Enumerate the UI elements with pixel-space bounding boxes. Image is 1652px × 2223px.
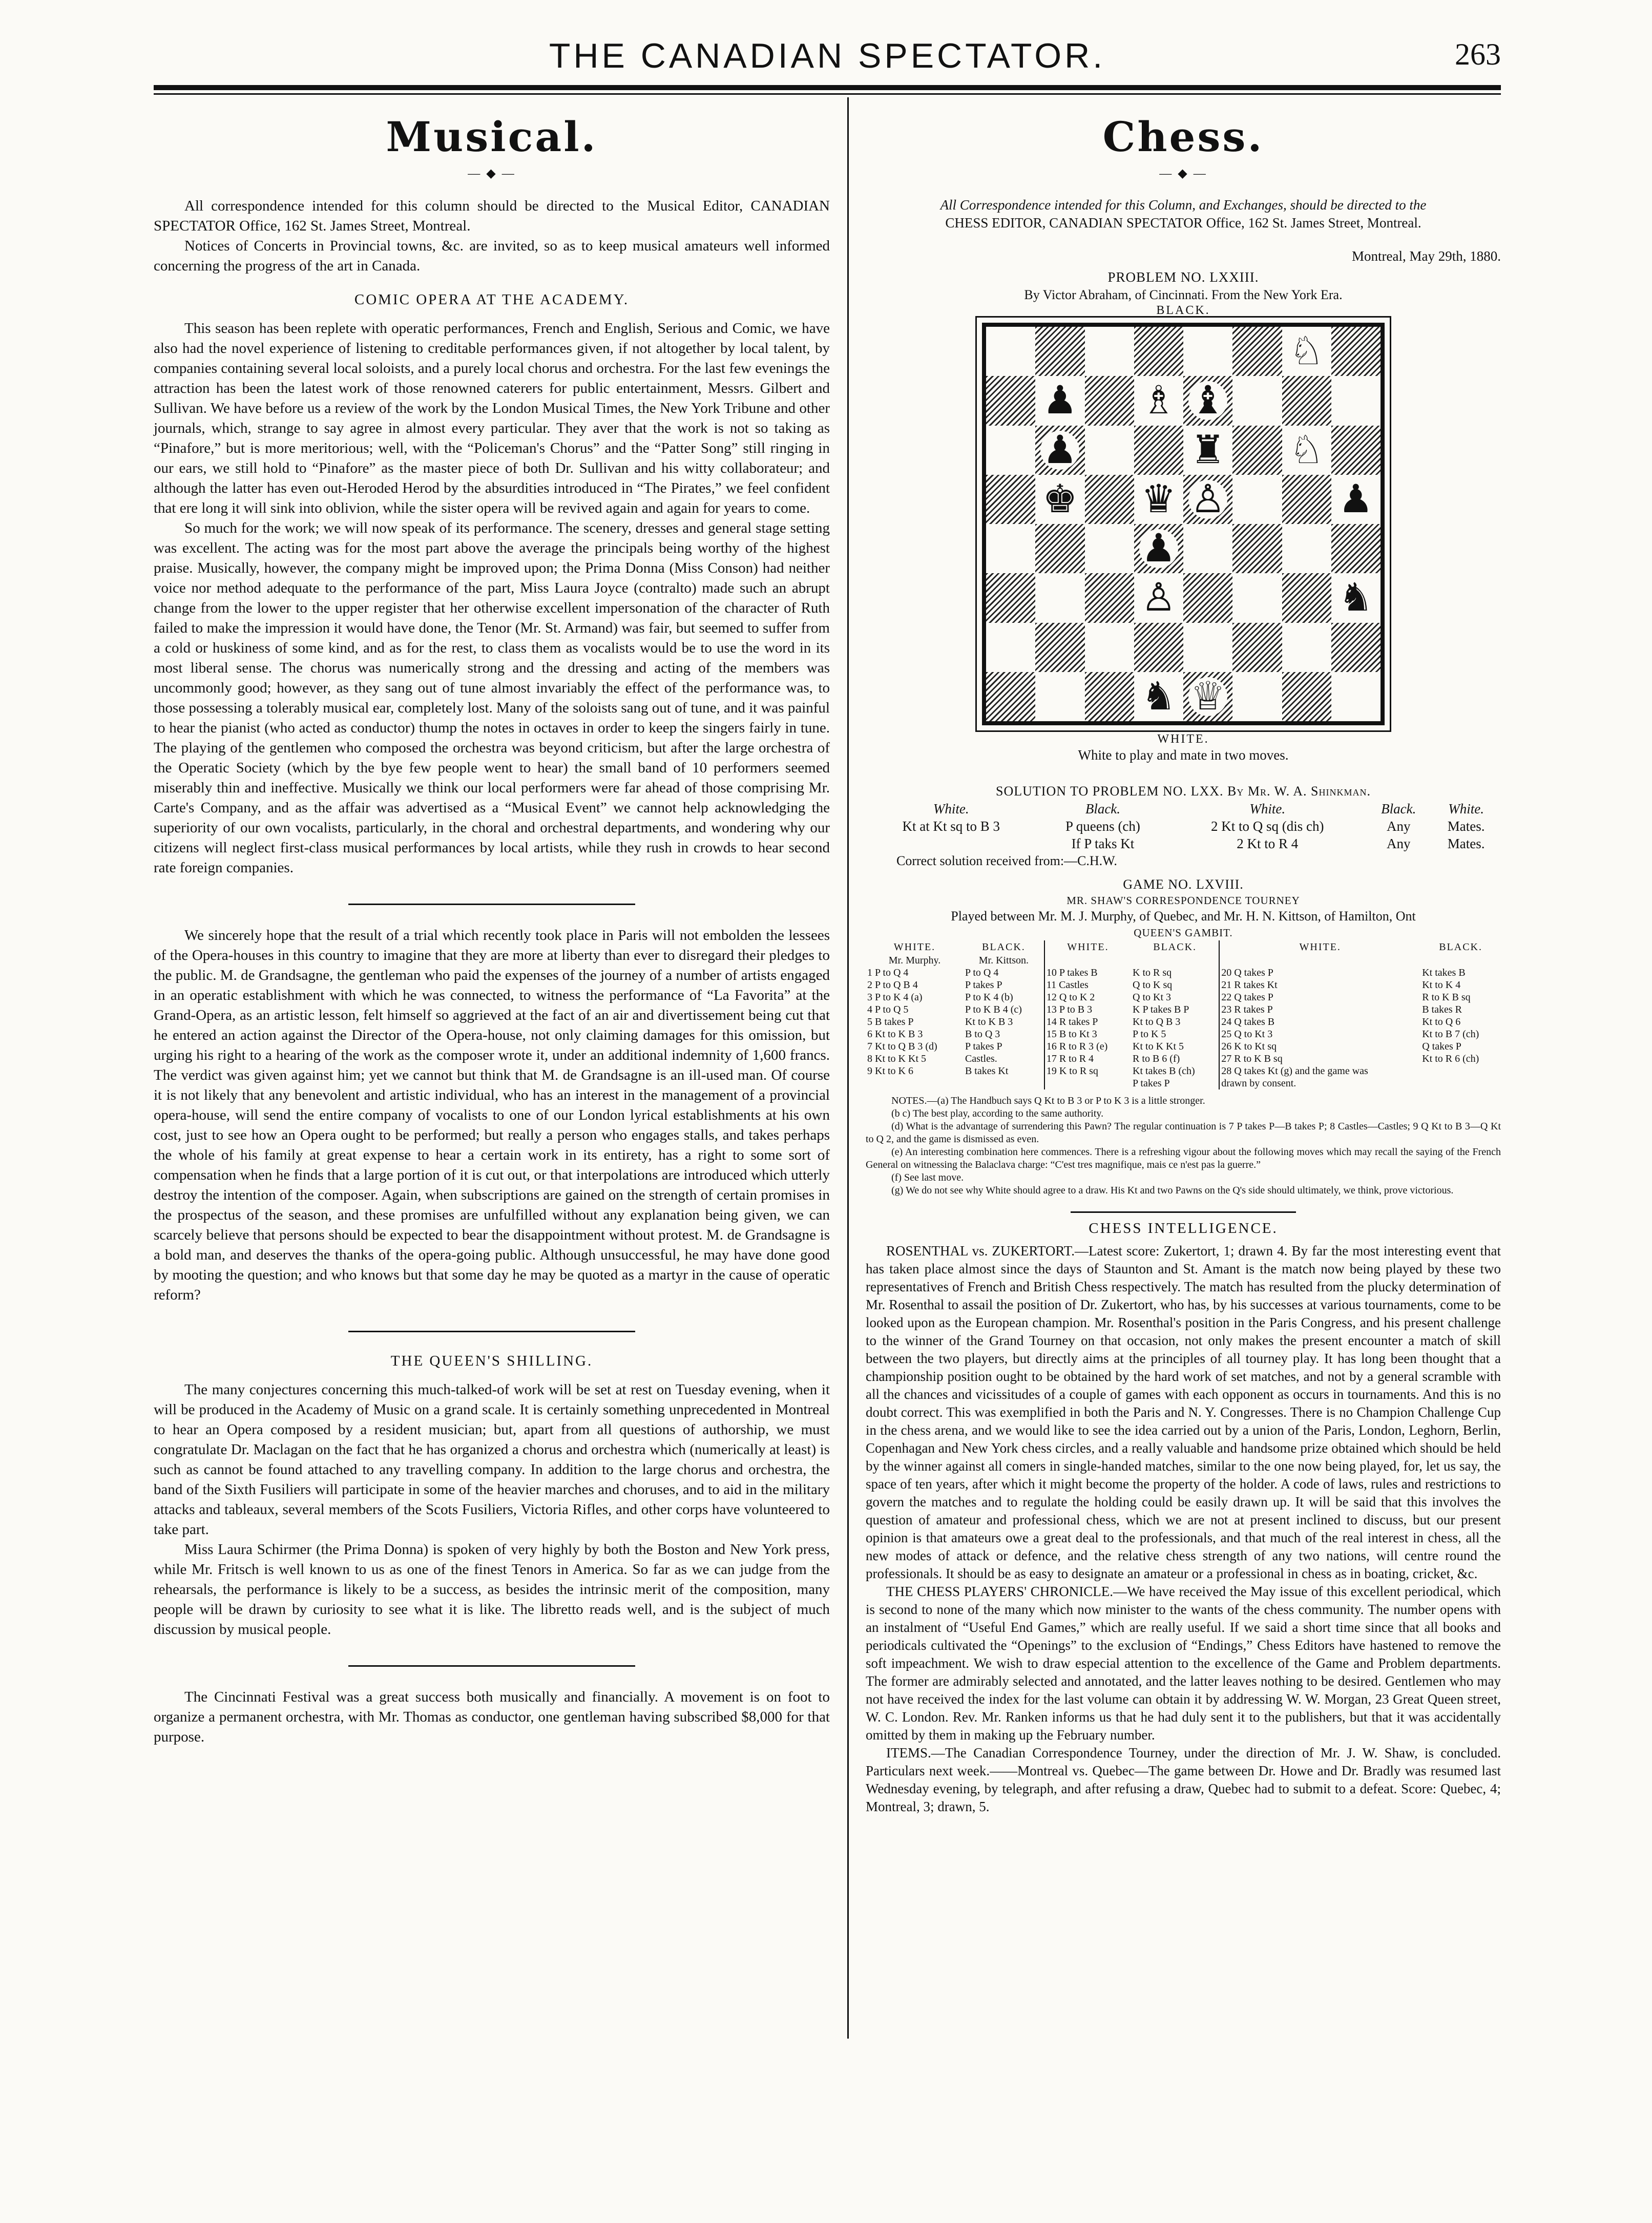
- game-move-cell: Kt to K Kt 5: [1133, 1041, 1184, 1052]
- game-column-header: WHITE.: [1219, 940, 1420, 954]
- header-rule: [154, 85, 1501, 90]
- chess-piece-icon: ♜: [1188, 431, 1227, 470]
- chess-intro-line1: All Correspondence intended for this Column, and Exchanges, should be directed to the: [940, 197, 1427, 213]
- paragraph: All correspondence intended for this column should be directed to the Musical Editor, CANADIAN SPECTATOR Office, 162 St. James Street, Montreal.: [154, 198, 830, 234]
- game-move-cell: 15 B to Kt 3: [1044, 1028, 1131, 1040]
- game-move-cell: 19 K to R sq: [1044, 1065, 1131, 1077]
- game-column-header: BLACK.: [1439, 941, 1482, 953]
- paragraph: Notices of Concerts in Provincial towns, &c. are invited, so as to keep musical amateurs well informed concerning the progress of the art in Canada.: [154, 238, 830, 274]
- problem-caption: White to play and mate in two moves.: [1078, 747, 1289, 763]
- game-move-row: [866, 1040, 1501, 1053]
- musical-intro: [154, 196, 830, 276]
- board-square: [1183, 672, 1232, 721]
- game-move-cell: 13 P to B 3: [1044, 1003, 1131, 1016]
- chess-piece-icon: ♞: [1336, 578, 1375, 617]
- game-players: Played between Mr. M. J. Murphy, of Quebec, and Mr. H. N. Kittson, of Hamilton, Ont: [951, 909, 1416, 924]
- chess-piece-icon: ♚: [1040, 480, 1079, 519]
- chess-intelligence-body: [866, 1242, 1501, 1816]
- game-move-cell: P to K 5: [1133, 1029, 1166, 1040]
- game-move-row: [866, 979, 1501, 991]
- board-square: [1085, 623, 1134, 672]
- game-score-table: [866, 940, 1501, 1089]
- game-move-cell: K P takes B P: [1133, 1004, 1189, 1015]
- board-square: [1282, 573, 1331, 622]
- grandsagne-article: [154, 926, 830, 1305]
- game-move-cell: 16 R to R 3 (e): [1044, 1040, 1131, 1053]
- solution-cell: [866, 835, 1037, 852]
- game-move-cell: P to Q 4: [965, 967, 999, 978]
- game-move-row: [866, 1016, 1501, 1028]
- board-square: [1232, 426, 1282, 475]
- musical-column: [154, 108, 830, 1747]
- board-square: [986, 475, 1035, 524]
- game-notes: [866, 1095, 1501, 1197]
- game-move-cell: 3 P to K 4 (a): [867, 992, 923, 1003]
- chess-piece-icon: ♞: [1139, 677, 1178, 716]
- game-move-cell: 28 Q takes Kt (g) and the game was: [1219, 1065, 1420, 1077]
- solution-table: [866, 800, 1501, 852]
- board-square: [1134, 672, 1183, 721]
- game-opening: QUEEN'S GAMBIT.: [1134, 927, 1233, 939]
- chess-piece-icon: ♘: [1287, 332, 1326, 371]
- board-square: [1232, 524, 1282, 573]
- game-move-cell: Q takes P: [1422, 1041, 1461, 1052]
- solution-cell: Any: [1387, 836, 1411, 851]
- board-square: [1282, 524, 1331, 573]
- game-move-cell: 23 R takes P: [1219, 1003, 1420, 1016]
- board-square: [986, 573, 1035, 622]
- solution-row: [866, 817, 1501, 835]
- section-rule: [348, 1331, 635, 1332]
- game-move-cell: P to K B 4 (c): [965, 1004, 1022, 1015]
- game-move-cell: [866, 1077, 964, 1089]
- game-move-cell: Kt to B 7 (ch): [1422, 1029, 1479, 1040]
- header-rule-thin: [154, 93, 1501, 95]
- paragraph: (e) An interesting combination here commences. There is a refreshing vigour about the following moves which may recall the saying of the French General on witnessing the Balaclava charge: “C'est tres magnifique, mais ce n'est pas la guerre.”: [866, 1146, 1501, 1170]
- board-square: [1134, 573, 1183, 622]
- solution-cell: Mates.: [1447, 819, 1485, 834]
- section-rule: [348, 1665, 635, 1667]
- board-square: [1134, 475, 1183, 524]
- heading-ornament: — ◆ —: [468, 167, 516, 180]
- board-square: [1134, 376, 1183, 425]
- board-square: [1183, 524, 1232, 573]
- board-square: [1232, 327, 1282, 376]
- chess-piece-icon: ♟: [1139, 529, 1178, 568]
- board-square: [986, 623, 1035, 672]
- board-square: [1183, 426, 1232, 475]
- game-move-cell: P takes P: [965, 1041, 1002, 1052]
- problem-byline: By Victor Abraham, of Cincinnati. From the New York Era.: [1024, 287, 1343, 302]
- column-divider: [847, 97, 849, 2039]
- game-column-header: BLACK.: [1153, 941, 1197, 953]
- chess-heading: Chess.: [1102, 113, 1264, 161]
- board-square: [1183, 327, 1232, 376]
- game-column-header: WHITE.: [893, 941, 936, 953]
- game-move-cell: [964, 1077, 1044, 1089]
- game-player-names: [866, 954, 1501, 967]
- chess-piece-icon: ♟: [1040, 431, 1079, 470]
- section-rule: [1071, 1211, 1296, 1213]
- game-move-row: [866, 1003, 1501, 1016]
- board-square: [1035, 426, 1084, 475]
- board-square: [1035, 623, 1084, 672]
- board-square: [1282, 327, 1331, 376]
- board-square: [1282, 426, 1331, 475]
- game-move-cell: P takes P: [1133, 1078, 1170, 1089]
- game-move-row: [866, 967, 1501, 979]
- solution-cell: Mates.: [1447, 836, 1485, 851]
- solution-column-header: White.: [1448, 801, 1484, 816]
- paragraph: So much for the work; we will now speak of its performance. The scenery, dresses and general stage setting was excellent. The acting was for the most part above the average the principals being worthy of the highest praise. Musically, however, the company might be improved upon; the Prima Donna (Miss Conson) had neither voice nor method adequate to the performance of the part, Miss Laura Joyce (contralto) made such an abrupt change from the lower to the upper register that her otherwise excellent impersonation of the character of Ruth failed to make the impression it would have done, the Tenor (Mr. St. Armand) was fair, but seemed to suffer from a cold or huskiness of some kind, and as for the rest, to class them as vocalists would be to use the word in its most liberal sense. The chorus was numerically strong and the dressing and acting of the members was uncommonly good; however, as they sang out of tune almost invariably the effect of the performance was, to those possessing a tolerably musical ear, completely lost. Many of the soloists sang out of tune, and it was painful to hear the pianist (who acted as conductor) thump the notes in octaves in order to keep the singers fairly in tune. The playing of the gentlemen who composed the orchestra was beyond criticism, but after the large orchestra of the Operatic Society (which by the bye few people went to hear) the small band of 10 performers seemed miserably thin and ineffective. Musically we think our local performers were far ahead of those comprising Mr. Carte's Company, and as the affair was advertised as a “Musical Event” we cannot help acknowledging the superiority of our own vocalists, particularly, in the choral and orchestral departments, and wondering why our citizens will neglect first-class musical performances by local artists, while they rush in crowds to hear second rate foreign companies.: [154, 520, 830, 876]
- game-move-cell: Kt to R 6 (ch): [1422, 1053, 1479, 1064]
- game-move-cell: 8 Kt to K Kt 5: [867, 1053, 926, 1064]
- board-square: [1331, 573, 1381, 622]
- board-square: [1085, 327, 1134, 376]
- game-move-row: [866, 1065, 1501, 1077]
- solution-cell: Kt at Kt sq to B 3: [902, 819, 1000, 834]
- game-move-cell: 2 P to Q B 4: [867, 979, 918, 991]
- board-square: [986, 376, 1035, 425]
- board-square: [1183, 376, 1232, 425]
- board-square: [1085, 524, 1134, 573]
- game-move-cell: K to R sq: [1133, 967, 1172, 978]
- game-move-cell: 20 Q takes P: [1219, 967, 1420, 979]
- board-square: [1331, 623, 1381, 672]
- problem-title: PROBLEM NO. LXXIII.: [1107, 269, 1259, 285]
- game-move-cell: R to K B sq: [1422, 992, 1471, 1003]
- game-move-cell: 12 Q to K 2: [1044, 991, 1131, 1003]
- chess-piece-icon: ♕: [1188, 677, 1227, 716]
- game-move-cell: Kt to Q B 3: [1133, 1016, 1181, 1027]
- solution-column-header: White.: [1249, 801, 1286, 816]
- board-square: [1085, 573, 1134, 622]
- game-move-cell: Q to Kt 3: [1133, 992, 1172, 1003]
- game-move-cell: Kt to K 4: [1422, 979, 1461, 991]
- paragraph: (g) We do not see why White should agree to a draw. His Kt and two Pawns on the Q's side should ultimately, we think, prove victorious.: [891, 1185, 1454, 1196]
- board-square: [1232, 672, 1282, 721]
- chess-board: [982, 323, 1385, 725]
- game-move-row: [866, 1053, 1501, 1065]
- game-move-row: [866, 991, 1501, 1003]
- board-square: [1331, 524, 1381, 573]
- board-square: [1183, 573, 1232, 622]
- paragraph: Miss Laura Schirmer (the Prima Donna) is spoken of very highly by both the Boston and New York press, while Mr. Fritsch is well known to us as one of the finest Tenors in America. So far as we can judge from the rehearsals, the performance is likely to be a success, as besides the intrinsic merit of the composition, many people will be drawn by curiosity to see what it is like. The libretto reads well, and is the subject of much discussion by musical people.: [154, 1541, 830, 1638]
- board-square: [1134, 524, 1183, 573]
- game-move-cell: 14 R takes P: [1044, 1016, 1131, 1028]
- board-square: [1035, 672, 1084, 721]
- game-move-row: [866, 1077, 1501, 1089]
- game-move-cell: [1420, 1065, 1501, 1077]
- game-move-cell: P to K 4 (b): [965, 992, 1013, 1003]
- black-label: BLACK.: [1156, 304, 1210, 317]
- game-move-cell: 21 R takes Kt: [1219, 979, 1420, 991]
- comic-opera-article: [154, 319, 830, 878]
- game-event: MR. SHAW'S CORRESPONDENCE TOURNEY: [1067, 894, 1300, 907]
- game-move-cell: [1044, 1077, 1131, 1089]
- board-square: [1085, 672, 1134, 721]
- chess-piece-icon: ♘: [1287, 431, 1326, 470]
- board-square: [986, 672, 1035, 721]
- game-move-cell: B to Q 3: [965, 1029, 1000, 1040]
- game-move-cell: 11 Castles: [1044, 979, 1131, 991]
- board-square: [1232, 623, 1282, 672]
- game-column-header: BLACK.: [981, 941, 1026, 953]
- chess-piece-icon: ♝: [1188, 381, 1227, 420]
- board-square: [1134, 623, 1183, 672]
- game-move-cell: [1420, 1077, 1501, 1089]
- game-move-cell: 26 K to Kt sq: [1219, 1040, 1420, 1053]
- paragraph: (d) What is the advantage of surrendering this Pawn? The regular continuation is 7 P takes P—B takes P; 8 Castles—Castles; 9 Q Kt to B 3—Q Kt to Q 2, and the game is dismissed as even.: [866, 1121, 1501, 1145]
- game-column-header: WHITE.: [1044, 940, 1131, 954]
- solution-received: Correct solution received from:—C.H.W.: [896, 853, 1117, 868]
- game-move-cell: P takes P: [965, 979, 1002, 991]
- game-move-cell: 9 Kt to K 6: [867, 1065, 913, 1077]
- game-move-cell: B takes Kt: [965, 1065, 1009, 1077]
- game-move-cell: Kt to Q 6: [1422, 1016, 1461, 1027]
- board-square: [1331, 475, 1381, 524]
- chess-piece-icon: ♗: [1139, 381, 1178, 420]
- heading-ornament: — ◆ —: [1159, 167, 1207, 180]
- game-move-cell: 17 R to R 4: [1044, 1053, 1131, 1065]
- page-number: 263: [1455, 37, 1501, 71]
- chess-piece-icon: ♟: [1336, 480, 1375, 519]
- paragraph: NOTES.—(a) The Handbuch says Q Kt to B 3 or P to K 3 is a little stronger.: [891, 1095, 1205, 1106]
- board-square: [1331, 376, 1381, 425]
- solution-title: SOLUTION TO PROBLEM NO. LXX. By Mr. W. A. Shinkman.: [996, 784, 1371, 799]
- board-square: [1232, 376, 1282, 425]
- cincinnati-article: [154, 1687, 830, 1747]
- board-square: [1085, 475, 1134, 524]
- player-name: Mr. Kittson.: [978, 955, 1029, 966]
- game-move-cell: R to B 6 (f): [1133, 1053, 1180, 1064]
- board-square: [1282, 475, 1331, 524]
- board-square: [1282, 623, 1331, 672]
- game-move-cell: 4 P to Q 5: [867, 1004, 909, 1015]
- solution-column-header: White.: [933, 801, 969, 816]
- board-square: [1035, 573, 1084, 622]
- section-title-comic-opera: COMIC OPERA AT THE ACADEMY.: [354, 291, 630, 308]
- game-move-cell: 5 B takes P: [867, 1016, 914, 1027]
- board-square: [1232, 573, 1282, 622]
- chess-column: [866, 108, 1501, 1816]
- game-move-cell: Kt to K B 3: [965, 1016, 1013, 1027]
- game-move-cell: Kt takes B: [1422, 967, 1466, 978]
- board-square: [1183, 475, 1232, 524]
- game-move-cell: B takes R: [1422, 1004, 1462, 1015]
- chess-piece-icon: ♛: [1139, 480, 1178, 519]
- paragraph: The Cincinnati Festival was a great success both musically and financially. A movement is on foot to organize a permanent orchestra, with Mr. Thomas as conductor, one gentleman having subscribed $8,000 for that purpose.: [154, 1689, 830, 1745]
- board-square: [1183, 623, 1232, 672]
- section-rule: [348, 904, 635, 905]
- game-move-cell: Castles.: [965, 1053, 997, 1064]
- solution-cell: 2 Kt to R 4: [1237, 836, 1299, 851]
- paragraph: We sincerely hope that the result of a trial which recently took place in Paris will not embolden the lessees of the Opera-houses in this country to imagine that they are more at liberty than ever to disregard their pledges to the public. M. de Grandsagne, the gentleman who paid the expenses of the journey of a number of artists engaged in an operatic establishment with which he was connected, to witness the performance of “La Favorita” at the Grand-Opera, as an artistic lesson, felt himself so aggrieved at the fact of an air and divertissement being cut that he entered an action against the Director of the Opera-house, not only claiming damages for this omission, but urging his right to a hearing of the work as the composer wrote it, under an additional indemnity of 1,600 francs. The verdict was given against him; yet we cannot but think that M. de Grandsagne is an ill-used man. Of course it is not likely that any benevolent and artistic individual, who has an interest in the management of a provincial opera-house, will send the entire company of vocalists to one of our London lyrical establishments at his own cost, just to see how an Opera ought to be performed; but really a person who engages stalls, and takes perhaps the whole of his family at great expense to hear a certain work in its entirety, has a right to some sort of compensation when he finds that a large portion of it is cut out, or that interpolations are introduced which utterly destroy the intention of the composer. Again, when subscriptions are gained on the strength of certain promises in the prospectus of the season, and these promises are unfulfilled without any explanation being given, we can scarcely believe that persons should be expected to bear the disappointment without protest. M. de Grandsagne is a bold man, and deserves the thanks of the opera-going public. Although unsuccessful, he may have done good by mooting the question; and who knows but that some day he may be quoted as a martyr in the cause of operatic reform?: [154, 927, 830, 1303]
- masthead: [154, 36, 1501, 82]
- solution-cell: P queens (ch): [1065, 819, 1140, 834]
- game-move-cell: 10 P takes B: [1044, 967, 1131, 979]
- paragraph: THE CHESS PLAYERS' CHRONICLE.—We have received the May issue of this excellent periodical, which is second to none of the many which now minister to the wants of the chess community. The number opens with an instalment of “Useful End Games,” which are really useful. If we said a short time since that all books and periodicals cultivated the “Openings” to the exclusion of “Endings,” Chess Editors have hastened to remove the soft impeachment. We wish to draw especial attention to the excellence of the Game and Problem departments. The former are admirably selected and annotated, and the latter leaves nothing to be desired. Gentlemen who may not have received the index for the last volume can obtain it by addressing W. W. Morgan, 23 Great Queen street, W. C. London. Rev. Mr. Ranken informs us that he had duly sent it to the publishers, but that it was accidentally omitted by them in making up the February number.: [866, 1584, 1501, 1743]
- solution-cell: 2 Kt to Q sq (dis ch): [1211, 819, 1324, 834]
- solution-column-header: Black.: [1381, 801, 1416, 816]
- chess-intelligence-title: CHESS INTELLIGENCE.: [1089, 1220, 1278, 1236]
- solution-cell: If P taks Kt: [1071, 836, 1135, 851]
- solution-cell: Any: [1387, 819, 1411, 834]
- musical-heading: Musical.: [386, 113, 598, 161]
- chess-piece-icon: ♟: [1040, 381, 1079, 420]
- chess-piece-icon: ♙: [1139, 578, 1178, 617]
- paragraph: ROSENTHAL vs. ZUKERTORT.—Latest score: Zukertort, 1; drawn 4. By far the most interesting event that has taken place almost since the days of Staunton and St. Amant is the match now being played by these two representatives of French and British Chess respectively. The match has resulted from the plucky determination of Mr. Rosenthal to assail the position of Dr. Zukertort, who has, by his successes at various tournaments, come to be looked upon as the European champion. Mr. Rosenthal's position in the Paris Congress, and his present challenge to the winner of the Grand Tourney on that occasion, not only makes the present encounter a match of skill between the two players, but directly aims at the principles of all tourney play. It has long been thought that a championship position ought to be obtained by the hard work of set matches, and not by a general scramble with all the chances and vicissitudes of a couple of games with each opponent as occurs in tournaments. And this is no doubt correct. This was exemplified in both the Paris and N. Y. Congresses. There is no Champion Challenge Cup in the chess arena, and we would like to see the idea carried out by a union of the Paris, London, Leghorn, Berlin, Copenhagan and New York chess circles, and a really valuable and handsome prize obtained which should be held by the winner against all comers in single-handed matches, similar to the one now being played, for, let us say, the space of ten years, after which it might become the property of the holder. A code of laws, rules and restrictions to govern the matches and to regulate the holding could be easily drawn up. It will be said that this involves the question of amateur and professional chess, which we are not at present inclined to discuss, but our present opinion is that amateurs owe a great deal to the professionals, and that much of the real interest in chess, all the new modes of attack or defence, and the relative chess strength of any two nations, will centre round the professionals. It should be as easy to designate an amateur or a professional in chess as in boating, cricket, &c.: [866, 1243, 1501, 1581]
- player-name: Mr. Murphy.: [888, 955, 941, 966]
- game-move-cell: 27 R to K B sq: [1219, 1053, 1420, 1065]
- game-move-row: [866, 1028, 1501, 1040]
- board-square: [1085, 426, 1134, 475]
- dateline: Montreal, May 29th, 1880.: [1352, 248, 1501, 264]
- paragraph: The many conjectures concerning this much-talked-of work will be set at rest on Tuesday evening, when it will be produced in the Academy of Music on a grand scale. It is certainly something unprecedented in Montreal to hear an Opera composed by a resident musician; but, apart from all questions of authorship, we must congratulate Dr. Maclagan on the fact that he has organized a chorus and orchestra which (numerically at least) is such as cannot be found attached to any travelling company. In addition to the large chorus and orchestra, the band of the Sixth Fusiliers will participate in some of the heavier marches and choruses, and to aid in the military attacks and tableaux, several members of the Scots Fusiliers, Victoria Rifles, and other corps have volunteered to take part.: [154, 1381, 830, 1538]
- section-title-queens-shilling: THE QUEEN'S SHILLING.: [390, 1353, 593, 1369]
- board-square: [1134, 426, 1183, 475]
- white-label: WHITE.: [1157, 732, 1209, 746]
- game-move-cell: Q to K sq: [1133, 979, 1173, 991]
- game-move-cell: 25 Q to Kt 3: [1219, 1028, 1420, 1040]
- game-move-cell: Kt takes B (ch): [1133, 1065, 1195, 1077]
- queens-shilling-article: [154, 1380, 830, 1640]
- game-move-cell: 7 Kt to Q B 3 (d): [867, 1041, 937, 1052]
- game-move-cell: drawn by consent.: [1219, 1077, 1420, 1089]
- board-square: [1331, 327, 1381, 376]
- board-square: [1134, 327, 1183, 376]
- solution-row: [866, 835, 1501, 852]
- board-square: [1035, 475, 1084, 524]
- board-square: [1282, 376, 1331, 425]
- game-title: GAME NO. LXVIII.: [1123, 877, 1244, 892]
- paragraph: This season has been replete with operatic performances, French and English, Serious and Comic, we have also had the novel experience of listening to creditable performances given, if not altogether by local talent, by companies containing several local soloists, and a purely local chorus and orchestra. For the last few evenings the attraction has been the latest work of those renowned caterers for public entertainment, Messrs. Gilbert and Sullivan. We have before us a review of the work by the London Musical Times, the New York Tribune and other journals, which, strange to say agree in almost every particular. They aver that the work is not so taking as “Pinafore,” but is more meritorious; well, with the “Policeman's Chorus” and the “Patter Song” still ringing in our ears, we still hold to “Pinafore” as the master piece of both Dr. Sullivan and his witty collaborateur; and although the latter has even out-Heroded Herod by the absurdities introduced in “The Pirates,” we feel confident that ere long it will sink into oblivion, while the sister opera will be revived again and again for years to come.: [154, 320, 830, 516]
- solution-column-header: Black.: [1085, 801, 1121, 816]
- board-square: [1282, 672, 1331, 721]
- board-square: [986, 524, 1035, 573]
- paragraph: (b c) The best play, according to the same authority.: [891, 1108, 1104, 1119]
- board-square: [1085, 376, 1134, 425]
- chess-piece-icon: ♙: [1188, 480, 1227, 519]
- chess-intro-line2: CHESS EDITOR, CANADIAN SPECTATOR Office, 162 St. James Street, Montreal.: [945, 215, 1421, 230]
- board-square: [1232, 475, 1282, 524]
- board-square: [1331, 672, 1381, 721]
- publication-title: THE CANADIAN SPECTATOR.: [549, 36, 1106, 75]
- board-square: [1331, 426, 1381, 475]
- game-move-cell: 22 Q takes P: [1219, 991, 1420, 1003]
- board-square: [1035, 376, 1084, 425]
- board-square: [986, 327, 1035, 376]
- paragraph: (f) See last move.: [891, 1172, 964, 1183]
- game-move-cell: 24 Q takes B: [1219, 1016, 1420, 1028]
- board-square: [986, 426, 1035, 475]
- game-move-cell: 6 Kt to K B 3: [867, 1029, 923, 1040]
- board-square: [1035, 327, 1084, 376]
- game-move-cell: 1 P to Q 4: [867, 967, 909, 978]
- board-square: [1035, 524, 1084, 573]
- paragraph: ITEMS.—The Canadian Correspondence Tourney, under the direction of Mr. J. W. Shaw, is concluded. Particulars next week.——Montreal vs. Quebec—The game between Dr. Howe and Dr. Bradly was resumed last Wednesday evening, by telegraph, and after refusing a draw, Quebec had to submit to a defeat. Score: Quebec, 4; Montreal, 3; drawn, 5.: [866, 1745, 1501, 1814]
